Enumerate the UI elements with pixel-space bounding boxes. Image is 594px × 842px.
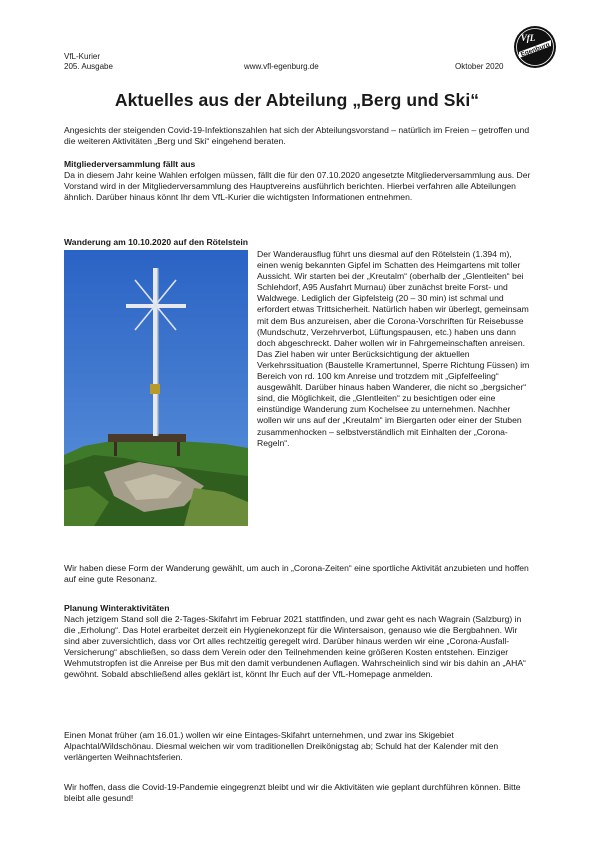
- assembly-text: Da in diesem Jahr keine Wahlen erfolgen müssen, fällt die für den 07.10.2020 angesetzte Mitgliederversammlung aus. Der Vorstand wird in der Mitgliederversammlung des Hauptvereins ausführlich berichten. Hierbei verfahren alle Abteilungen ähnlich. Darüber hinaus könnt Ihr dem VfL-Kurier die wichtigsten Informationen entnehmen.: [64, 170, 531, 203]
- winter-text-1: Nach jetzigem Stand soll die 2-Tages-Skifahrt im Februar 2021 stattfinden, und zwar geht es nach Wagrain (Salzburg) in die „Erholung“. Das Hotel erarbeitet derzeit ein Hygienekonzept für die Wintersaison, genauso wie die Bergbahnen. Wir sind aber zuversichtlich, dass vor Ort alles rechtzeitig geregelt wird. Darüber hinaus werden wir eine „Corona-Ausfall-Versicherung“ abschließen, so dass dem Verein oder den Teilnehmenden keine größeren Kosten entstehen. Einziger Wehmutstropfen ist die Anreise per Bus mit den damit verbundenen Auflagen. Wahrscheinlich sind wir bis dahin an „AHA“ gewöhnt. Sobald abschließend alles geklärt ist, könnt Ihr Euch auf der VfL-Homepage anmelden.: [64, 614, 526, 680]
- website-link[interactable]: www.vfl-egenburg.de: [244, 62, 319, 71]
- summit-cross-photo: [64, 250, 248, 526]
- winter-text-2: Einen Monat früher (am 16.01.) wollen wir eine Eintages-Skifahrt unternehmen, und zwar ins Skigebiet Alpachtal/Wildschönau. Diesmal weichen wir vom traditionellen Dreikönigstag ab; Schuld hat der Kalender mit den verlängerten Weihnachtsferien.: [64, 730, 499, 763]
- closing-text: Wir hoffen, dass die Covid-19-Pandemie eingegrenzt bleibt und wir die Aktivitäten wie geplant durchführen können. Bitte bleibt alle gesund!: [64, 782, 521, 804]
- issue-number: 205. Ausgabe: [64, 62, 113, 71]
- intro-text: Angesichts der steigenden Covid-19-Infektionszahlen hat sich der Abteilungsvorstand – natürlich im Freien – getroffen und die weiteren Aktivitäten „Berg und Ski“ eingehend beraten.: [64, 125, 530, 147]
- issue-info: [64, 52, 113, 72]
- hike-text: Der Wanderausflug führt uns diesmal auf den Rötelstein (1.394 m), einen wenig bekannten Gipfel im Schatten des Heimgartens mit toller Aussicht. Wir starten bei der „Kreutalm“ (oberhalb der „Glentleiten“ bei Schlehdorf, A95 Ausfahrt Murnau) über zunächst breite Forst- und Waldwege. Lediglich der Gipfelsteig (20 – 30 min) ist schmal und erfordert etwas Trittsicherheit. Natürlich haben wir überlegt, gemeinsam mit dem Bus anzureisen, aber die Corona-Vorschriften für Reisebusse (Mundschutz, Verzehrverbot, Lüftungspausen, etc.) haben uns dann doch abgeschreckt. Daher wollen wir in Fahrgemeinschaften anreisen. Das Ziel haben wir unter Berücksichtigung der aktuellen Verkehrssituation (Baustelle Kramertunnel, Sperre Richtung Füssen) im Bereich von rd. 100 km Anreise und trotzdem mit „Gipfelfeeling“ ausgewählt. Darüber hinaus haben Wanderer, die nicht so „bergsicher“ sind, die Möglichkeit, die „Glentleiten“ zu besichtigen oder eine einstündige Wanderung zum Kochelsee zu unternehmen. Nachher wollen wir uns auf der „Kreutalm“ im Biergarten oder einer der Stuben zusammenhocken – selbstverständlich mit Einhalten der „Corona-Regeln“.: [257, 249, 530, 448]
- page-title: Aktuelles aus der Abteilung „Berg und Ski“: [114, 90, 480, 110]
- publication-name: VfL-Kurier: [64, 52, 101, 61]
- section-heading-hike: Wanderung am 10.10.2020 auf den Rötelstein: [64, 237, 249, 247]
- issue-date: Oktober 2020: [455, 62, 504, 71]
- logo-initials: VfL: [520, 33, 536, 43]
- section-heading-assembly: Mitgliederversammlung fällt aus: [64, 159, 196, 169]
- hike-summary: Wir haben diese Form der Wanderung gewählt, um auch in „Corona-Zeiten“ eine sportliche Aktivität anzubieten und hoffen auf eine gute Resonanz.: [64, 563, 529, 585]
- section-heading-winter: Planung Winteraktivitäten: [64, 603, 170, 613]
- club-logo: [513, 25, 557, 69]
- logo-text: Egenburg: [519, 41, 551, 59]
